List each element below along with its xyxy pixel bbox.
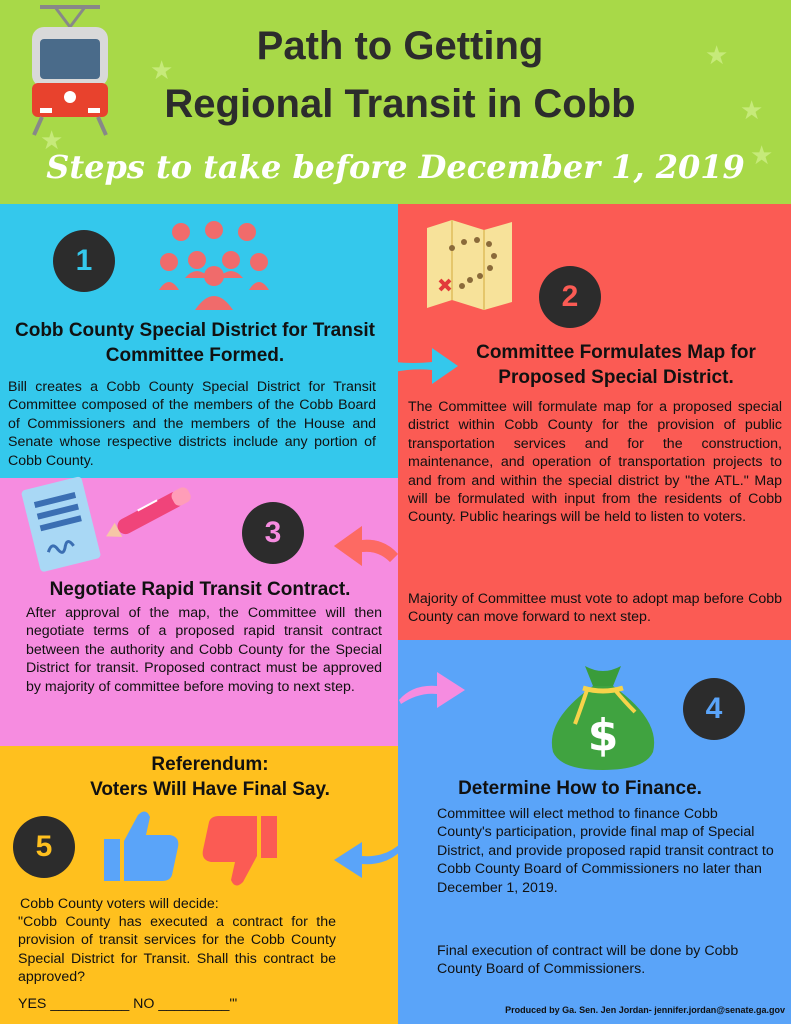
people-group-icon: [157, 220, 272, 310]
page-title-line1: Path to Getting: [256, 24, 544, 68]
star-icon: ★: [750, 140, 774, 170]
step-5-heading-line2: Voters Will Have Final Say.: [90, 779, 330, 800]
step-number-badge: 1: [53, 230, 115, 292]
star-icon: ★: [150, 55, 174, 85]
star-icon: ★: [40, 125, 64, 155]
step-1-body: Bill creates a Cobb County Special District for Transit Committee composed of the members of the Cobb Board of Commissioners and the members of the House and Senate whose respective districts include any portion of Cobb County.: [8, 379, 376, 469]
step-5-ballot-question: "Cobb County has executed a contract for the provision of transit services for the Cobb County Special District for Transit. Shall this contract be approved?: [18, 914, 336, 986]
arrow-icon: [330, 518, 400, 574]
thumbs-up-icon: [100, 805, 185, 885]
step-3-heading: Negotiate Rapid Transit Contract.: [49, 579, 351, 600]
step-5-heading-line1: Referendum:: [151, 754, 269, 775]
step-1-heading: Cobb County Special District for Transit Committee Formed.: [15, 320, 375, 366]
step-5-intro: Cobb County voters will decide:: [20, 896, 219, 912]
step-2-body-note: Majority of Committee must vote to adopt map before Cobb County can move forward to next step.: [408, 591, 782, 626]
header-banner: [0, 0, 791, 204]
star-icon: ★: [705, 40, 729, 70]
step-number-badge: 4: [683, 678, 745, 740]
step-4-heading: Determine How to Finance.: [458, 778, 702, 799]
step-number-badge: 2: [539, 266, 601, 328]
step-4-body: Committee will elect method to finance Cobb County's participation, provide final map of Special District, and provide proposed rapid transit contract to Cobb County Board of Commissioners no later than December 1, 2019.: [437, 806, 774, 896]
step-number-badge: 5: [13, 816, 75, 878]
arrow-icon: [395, 660, 470, 716]
step-number-badge: 3: [242, 502, 304, 564]
document-icon: [16, 476, 108, 572]
page-title-line2: Regional Transit in Cobb: [164, 82, 636, 126]
footer-credit: Produced by Ga. Sen. Jen Jordan- jennifer.jordan@senate.ga.gov: [505, 1005, 785, 1015]
star-icon: ★: [740, 95, 764, 125]
page-subtitle: Steps to take before December 1, 2019: [46, 148, 745, 186]
step-4-body-note: Final execution of contract will be done by Cobb County Board of Commissioners.: [437, 943, 739, 978]
money-bag-icon: [545, 658, 660, 773]
arrow-icon: [330, 830, 405, 886]
thumbs-down-icon: [196, 812, 281, 892]
step-5-ballot-choices: YES __________ NO _________'": [18, 996, 238, 1012]
step-2-body: The Committee will formulate map for a proposed special district within Cobb County for the provision of public transportation services and for the construction, maintenance, and operation of transportation projects to and from and within the special district by "the ATL." Map will be formulated with input from the residents of Cobb County. Public hearings will be held to listen to voters.: [408, 399, 782, 526]
treasure-map-icon: [422, 218, 517, 313]
step-2-heading: Committee Formulates Map for Proposed Special District.: [476, 342, 756, 388]
pen-icon: [100, 482, 205, 542]
trolley-icon: [20, 5, 120, 140]
svg-text:$: $: [587, 710, 619, 761]
step-3-body: After approval of the map, the Committee will then negotiate terms of a proposed rapid transit contract between the authority and Cobb County for the Special District for transit. Proposed contract must be approved by majority of committee before moving to next step.: [26, 605, 382, 695]
